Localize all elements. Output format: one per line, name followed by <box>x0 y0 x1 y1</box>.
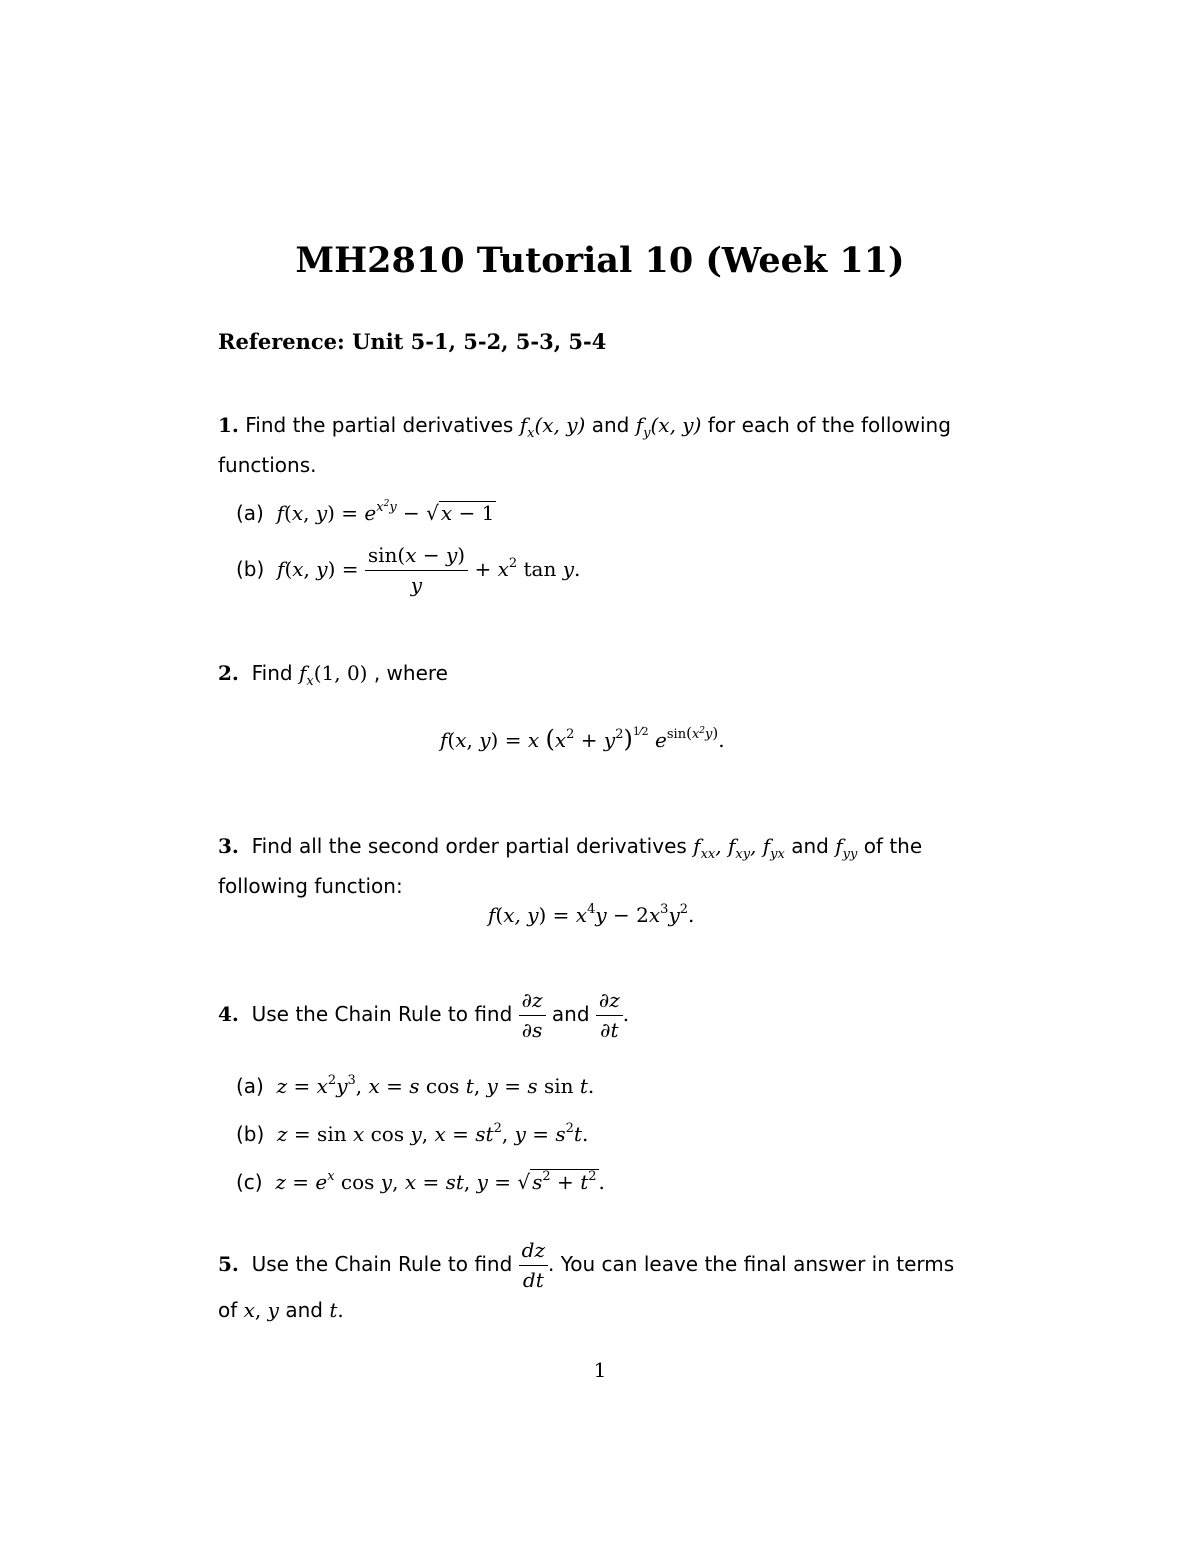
question-2-number: 2. <box>218 661 239 685</box>
question-4-part-c: (c) $z = e^x$ cos y, x = st, y = √ $s^2 + t^2$ . <box>236 1169 605 1194</box>
question-3-and: and <box>791 834 829 858</box>
question-1-line-1 <box>218 413 951 441</box>
question-5-text: Use the Chain Rule to find <box>251 1252 513 1276</box>
reference-line: Reference: Unit 5-1, 5-2, 5-3, 5-4 <box>218 329 607 354</box>
question-1-number: 1. <box>218 413 239 437</box>
formula-second-derivs: $f_{xx}$, $f_{xy}$, $f_{yx}$ <box>693 834 785 862</box>
question-3-formula: f(x, $y) = x^4y - 2x^3y^2$. <box>488 902 695 927</box>
question-5-of: of <box>218 1298 238 1322</box>
formula-1a: f <box>276 501 284 525</box>
fraction-dz-ds: $\frac{\partial z}{\partial s}$ <box>519 988 546 1043</box>
question-1-text-cont: for each of the following <box>707 413 951 437</box>
question-2-formula: f(x, y) = x $(x^2 + y^2)^{1⁄2}$ $e^{sin(x^2y)}$. <box>440 724 725 753</box>
question-4-part-b: (b) z = sin x cos y, $x = st^2$, $y = s^2t$. <box>236 1121 589 1146</box>
question-1-and: and <box>591 413 630 437</box>
question-1-part-a: (a) f(x, $y) = e^{x^2y}$ − √ x − 1 <box>236 499 495 525</box>
formula-1b: f <box>277 557 285 581</box>
question-5-text-after: . You can leave the final answer in terms <box>548 1252 955 1276</box>
fraction-dz-dt-total: $\frac{dz}{dt}$ <box>519 1238 548 1293</box>
question-1-part-b: (b) f(x, y) = $\frac{\sin(x - y)}{y}$ + $x^2$ tan y. <box>236 543 581 597</box>
question-1-text: Find the partial derivatives <box>245 413 514 437</box>
question-2-find: Find <box>251 661 293 685</box>
question-4-and: and <box>551 1002 590 1026</box>
page-title: MH2810 Tutorial 10 (Week 11) <box>295 240 905 281</box>
question-2-where: , where <box>373 661 448 685</box>
question-3-line-1: 3. Find all the second order partial derivatives $f_{xx}$, $f_{xy}$, $f_{yx}$ and $f_{yy}$ of the <box>218 834 923 862</box>
part-a-label: (a) <box>236 501 264 525</box>
fraction-sin: $\frac{\sin(x - y)}{y}$ <box>365 543 468 598</box>
question-3-of: of the <box>863 834 923 858</box>
part-a-label: (a) <box>236 1074 264 1098</box>
part-b-label: (b) <box>236 1122 265 1146</box>
question-4-text: Use the Chain Rule to find <box>251 1002 513 1026</box>
question-4-number: 4. <box>218 1002 239 1026</box>
sqrt-symbol: √ $s^2 + t^2$ <box>517 1169 597 1194</box>
part-c-label: (c) <box>236 1170 263 1194</box>
formula-fx-1-0: $f_x(1$, 0) <box>298 661 368 689</box>
part-b-label: (b) <box>236 557 265 581</box>
question-3-text: Find all the second order partial derivatives <box>251 834 687 858</box>
question-3-line-2: following function: <box>218 874 403 898</box>
question-2-line <box>218 661 448 689</box>
fraction-dz-dt: $\frac{\partial z}{\partial t}$ <box>596 988 623 1043</box>
question-5-line-2: of x, y and t. <box>218 1298 344 1322</box>
question-4-line: 4. Use the Chain Rule to find $\frac{\partial z}{\partial s}$ and $\frac{\partial z}{\partial t}$ . <box>218 988 630 1042</box>
formula-fy: $f_y(x$, y) <box>635 413 702 441</box>
sqrt-symbol: √ x − 1 <box>426 501 495 525</box>
question-5-number: 5. <box>218 1252 239 1276</box>
formula-fx: $f_x(x$, y) <box>519 413 586 441</box>
question-3-number: 3. <box>218 834 239 858</box>
question-5-line-1 <box>218 1238 954 1293</box>
question-5-and: and <box>285 1298 323 1322</box>
question-1-line-2: functions. <box>218 453 317 477</box>
page-number: 1 <box>593 1358 607 1382</box>
question-4-part-a: (a) $z = x^2y^3$, x = s cos t, y = s sin t. <box>236 1073 595 1098</box>
